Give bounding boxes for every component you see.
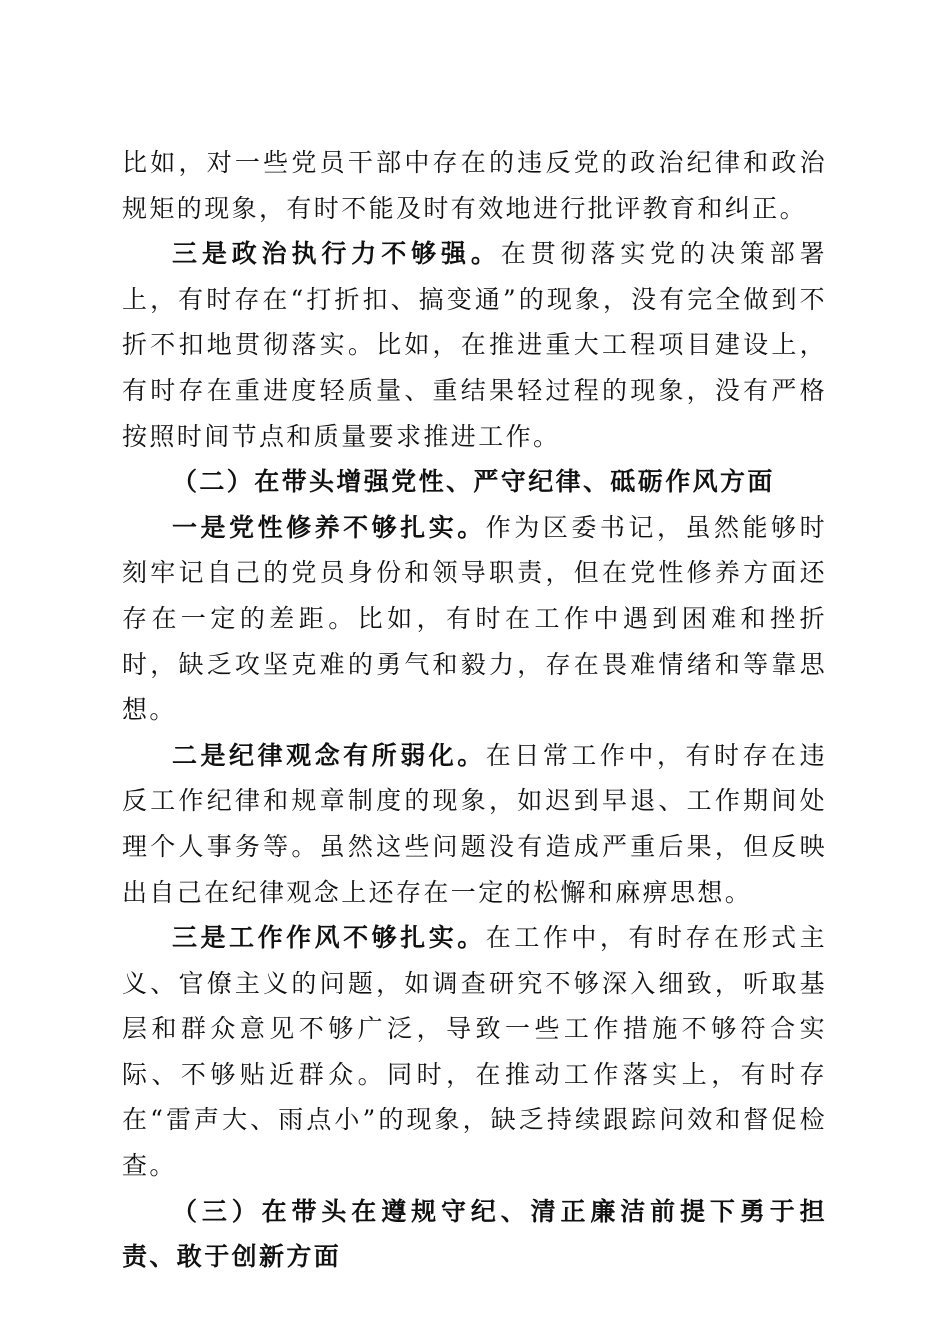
paragraph-discipline — [122, 733, 827, 915]
paragraph-text: 比如，对一些党员干部中存在的违反党的政治纪律和政治规矩的现象，有时不能及时有效地进行批评教育和纠正。 — [122, 148, 827, 223]
section-heading-3 — [122, 1189, 827, 1280]
paragraph-party-spirit — [122, 505, 827, 733]
section-heading-2 — [122, 459, 827, 505]
paragraph-lead: 三是政治执行力不够强。 — [172, 239, 501, 269]
paragraph-continuation — [122, 140, 827, 231]
section-heading-text: （二）在带头增强党性、严守纪律、砥砺作风方面 — [172, 467, 775, 497]
document-body — [122, 140, 827, 1280]
paragraph-text: 在工作中，有时存在形式主义、官僚主义的问题，如调查研究不够深入细致，听取基层和群众意见不够广泛，导致一些工作措施不够符合实际、不够贴近群众。同时，在推动工作落实上，有时存在“雷声大、雨点小”的现象，缺乏持续跟踪问效和督促检查。 — [122, 923, 827, 1181]
paragraph-lead: 三是工作作风不够扎实。 — [172, 923, 486, 953]
paragraph-lead: 一是党性修养不够扎实。 — [172, 512, 486, 542]
section-heading-text: （三）在带头在遵规守纪、清正廉洁前提下勇于担责、敢于创新方面 — [122, 1196, 827, 1272]
paragraph-text: 在日常工作中，有时存在违反工作纪律和规章制度的现象，如迟到早退、工作期间处理个人事务等。虽然这些问题没有造成严重后果，但反映出自己在纪律观念上还存在一定的松懈和麻痹思想。 — [122, 740, 827, 907]
paragraph-text: 在贯彻落实党的决策部署上，有时存在“打折扣、搞变通”的现象，没有完全做到不折不扣地贯彻落实。比如，在推进重大工程项目建设上，有时存在重进度轻质量、重结果轻过程的现象，没有严格按照时间节点和质量要求推进工作。 — [122, 239, 828, 451]
paragraph-work-style — [122, 915, 827, 1189]
paragraph-political-execution — [122, 231, 827, 459]
paragraph-lead: 二是纪律观念有所弱化。 — [172, 740, 486, 770]
paragraph-text: 作为区委书记，虽然能够时刻牢记自己的党员身份和领导职责，但在党性修养方面还存在一定的差距。比如，有时在工作中遇到困难和挫折时，缺乏攻坚克难的勇气和毅力，存在畏难情绪和等靠思想。 — [122, 512, 827, 725]
